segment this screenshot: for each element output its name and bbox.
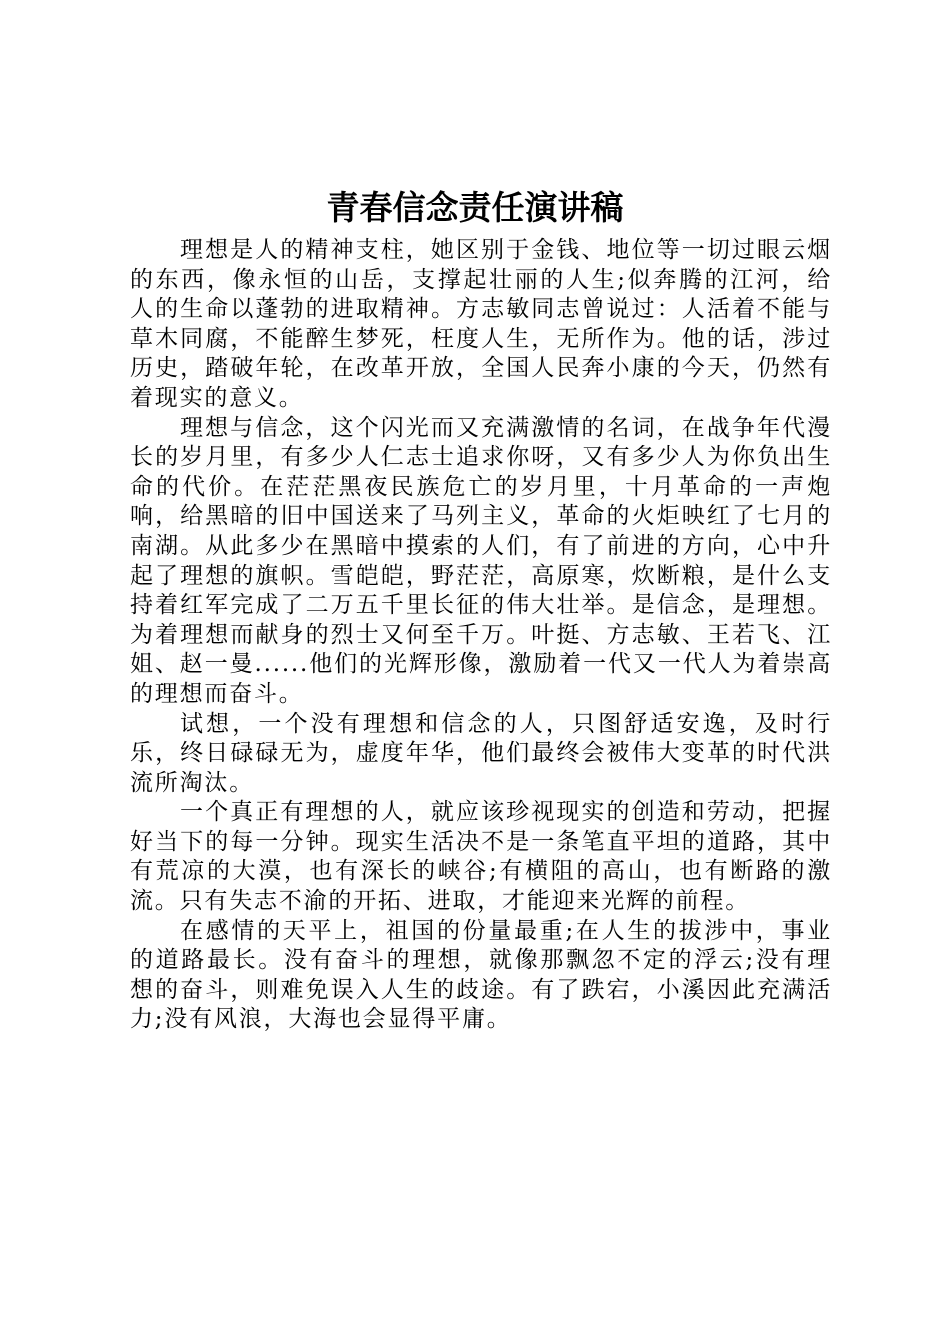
- document-title: 青春信念责任演讲稿: [326, 188, 624, 227]
- paragraph-5: 在感情的天平上，祖国的份量最重;在人生的拔涉中，事业的道路最长。没有奋斗的理想，就像那飘忽不定的浮云;没有理想的奋斗，则难免误入人生的歧途。有了跌宕，小溪因此充满活力;没有风浪，大海也会显得平庸。: [130, 917, 832, 1033]
- paragraph-3: 试想，一个没有理想和信念的人，只图舒适安逸，及时行乐，终日碌碌无为，虚度年华，他们最终会被伟大变革的时代洪流所淘汰。: [130, 710, 832, 796]
- paragraph-4: 一个真正有理想的人，就应该珍视现实的创造和劳动，把握好当下的每一分钟。现实生活决不是一条笔直平坦的道路，其中有荒凉的大漠，也有深长的峡谷;有横阻的高山，也有断路的激流。只有失志不渝的开拓、进取，才能迎来光辉的前程。: [130, 799, 832, 915]
- paragraph-1: 理想是人的精神支柱，她区别于金钱、地位等一切过眼云烟的东西，像永恒的山岳，支撑起壮丽的人生;似奔腾的江河，给人的生命以蓬勃的进取精神。方志敏同志曾说过：人活着不能与草木同腐，不能醉生梦死，枉度人生，无所作为。他的话，涉过历史，踏破年轮，在改革开放，全国人民奔小康的今天，仍然有着现实的意义。: [130, 237, 832, 411]
- document-body: [130, 236, 832, 1035]
- paragraph-2: 理想与信念，这个闪光而又充满激情的名词，在战争年代漫长的岁月里，有多少人仁志士追求你呀，又有多少人为你负出生命的代价。在茫茫黑夜民族危亡的岁月里，十月革命的一声炮响，给黑暗的旧中国送来了马列主义，革命的火炬映红了七月的南湖。从此多少在黑暗中摸索的人们，有了前进的方向，心中升起了理想的旗帜。雪皑皑，野茫茫，高原寒，炊断粮，是什么支持着红军完成了二万五千里长征的伟大壮举。是信念，是理想。为着理想而献身的烈士又何至千万。叶挺、方志敏、王若飞、江姐、赵一曼......他们的光辉形像，激励着一代又一代人为着崇高的理想而奋斗。: [130, 414, 832, 707]
